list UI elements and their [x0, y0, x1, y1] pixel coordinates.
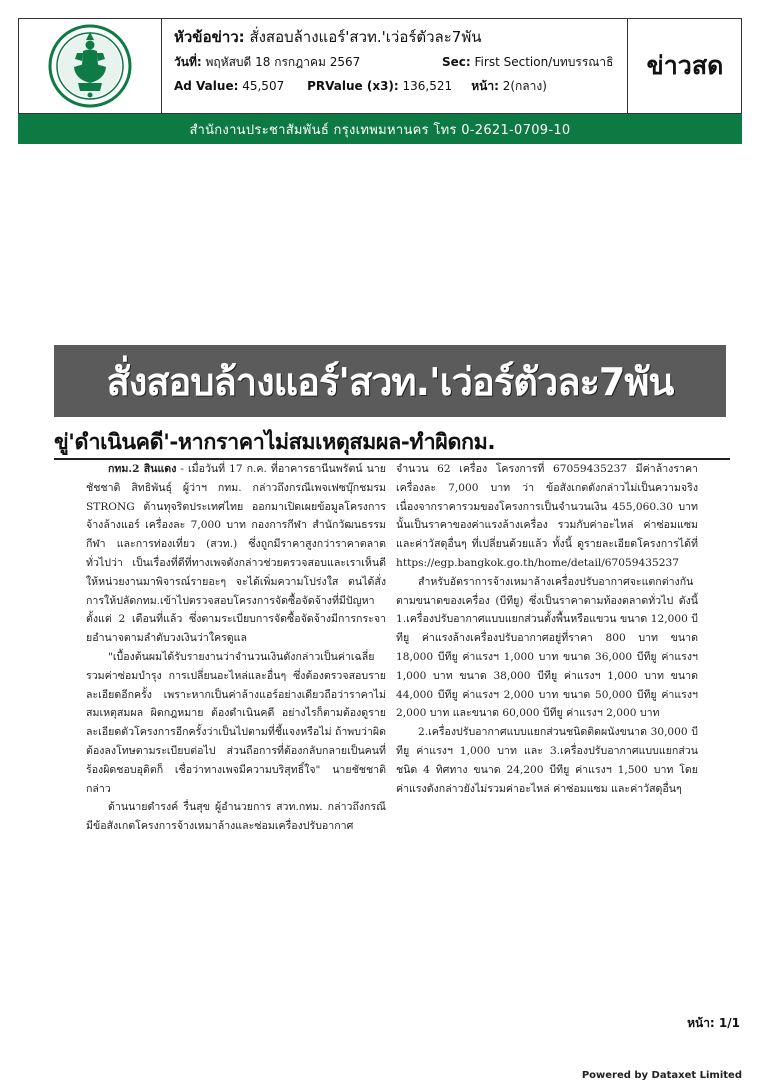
article-paragraph: [86, 460, 386, 648]
section-label: Sec:: [442, 55, 471, 69]
category-cell: [627, 19, 742, 113]
pr-value-label: PRValue (x3):: [307, 79, 399, 93]
logo-cell: [19, 19, 162, 113]
article-paragraph: ด้านนายดำรงค์ รื่นสุข ผู้อำนวยการ สวท.กทม. กล่าวถึงกรณีมีข้อสังเกตโครงการจ้างเหมาล้างและซ่อมเครื่องปรับอากาศ: [86, 801, 386, 833]
title-row: [174, 27, 617, 47]
subheadline: ขู่'ดำเนินคดี'-หากราคาไม่สมเหตุสมผล-ทำผิดกม.: [54, 430, 496, 455]
news-clip-header: [18, 18, 742, 114]
powered-by: Powered by Dataxet Limited: [581, 1070, 742, 1081]
paragraph-text: - เมื่อวันที่ 17 ก.ค. ที่อาคารธานีนพรัตน์ นายชัชชาติ สิทธิพันธุ์ ผู้ว่าฯ กทม. กล่าวถึงกรณีเพจเฟซบุ๊กชมรม STRONG ต้านทุจริตประเทศไทย ออกมาเปิดเผยข้อมูลโครงการจ้างล้างแอร์ เครื่องละ 7,000 บาท กองการกีฬา สำนักวัฒนธรรม กีฬา และการท่องเที่ยว (สวท.) ซึ่งถูกมีราคาสูงกว่าราคาตลาดทั่วไปว่า เป็นเรื่องที่ดีที่ทางเพจดังกล่าวช่วยตรวจสอบและเราเห็นดีให้หน่วยงานมาพิจารณ์รายอะๆ จะได้เพิ่มความโปร่งใส ตนได้สั่งการให้ปลัดกทม.เข้าไปตรวจสอบโครงการจัดซื้อจัดจ้างที่มีปัญหาตั้งแต่ 2 เดือนที่แล้ว ซึ่งตามระเบียบการจัดซื้อจัดจ้างมีการกระจายอำนาจตามลำดับวงเงินว่าใครดูแล: [86, 463, 386, 645]
date-value: พฤหัสบดี 18 กรกฎาคม 2567: [205, 55, 361, 69]
pr-value: 136,521: [402, 79, 453, 93]
byline: กทม.2 สินแดง: [108, 463, 177, 475]
value-row: [174, 77, 617, 95]
date-label: วันที่:: [174, 55, 202, 69]
article-column-2: [396, 460, 698, 798]
date-row: [174, 53, 617, 71]
section-info: [442, 53, 613, 71]
clip-info: [162, 19, 627, 113]
ad-value-label: Ad Value:: [174, 79, 239, 93]
title-value: สั่งสอบล้างแอร์'สวท.'เว่อร์ตัวละ7พัน: [249, 28, 482, 46]
section-value: First Section/บทบรรณาธิ: [474, 55, 614, 69]
page-label: หน้า:: [471, 79, 499, 93]
bangkok-emblem-icon: [47, 23, 133, 109]
headline-banner: [54, 345, 726, 417]
article-paragraph: สำหรับอัตราการจ้างเหมาล้างเครื่องปรับอากาศจะแตกต่างกันตามขนาดของเครื่อง (บีทียู) ซึ่งเป็นราคาตามท้องตลาดทั่วไป ดังนี้ 1.เครื่องปรับอากาศแบบแยกส่วนตั้งพื้นหรือแขวน ขนาด 12,000 บีทียู ค่าแรงล้างเครื่องปรับอากาศอยู่ที่ราคา 800 บาท ขนาด 18,000 บีทียู ค่าแรงฯ 1,000 บาท ขนาด 36,000 บีทียู ค่าแรงฯ 1,000 บาท ขนาด 38,000 บีทียู ค่าแรงฯ 1,000 บาท ขนาด 44,000 บีทียู ค่าแรงฯ 2,000 บาท ขนาด 50,000 บีทียู ค่าแรงฯ 2,000 บาท และขนาด 60,000 บีทียู ค่าแรงฯ 2,000 บาท: [396, 575, 698, 720]
title-label: หัวข้อข่าว:: [174, 28, 245, 46]
article-paragraph: "เบื้องต้นผมได้รับรายงานว่าจำนวนเงินดังกล่าวเป็นค่าเฉลี่ยรวมค่าซ่อมบำรุง การเปลี่ยนอะไหล่และอื่นๆ ซึ่งต้องตรวจสอบรายละเอียดอีกครั้ง เพราะหากเป็นค่าล้างแอร์อย่างเดียวถือว่าราคาไม่สมเหตุสมผล ผิดกฎหมาย ต้องดำเนินคดี อย่างไรก็ตามต้องดูรายละเอียดตัวโครงการอีกครั้งว่าเป็นไปตามที่ชี้แจงหรือไม่ ถ้าพบว่าผิดต้องลงโทษตามระเบียบต่อไป ส่วนถือการที่ต้องกลับกลายเป็นคนที่ร้องผิดชอบอุดิตก็ เชื่อว่าทางเพจมีความบริสุทธิ์ใจ" นายชัชชาติกล่าว: [86, 650, 386, 795]
article-paragraph: จำนวน 62 เครื่อง โครงการที่ 67059435237 มีค่าล้างราคาเครื่องละ 7,000 บาท ว่า ข้อสังเกตดังกล่าวไม่เป็นความจริง เนื่องจากราคารวมของโครงการเป็นจำนวนเงิน 455,060.30 บาทนั้นเป็นราคาของค่าแรงล้างเครื่อง รวมกับค่าอะไหล่ ค่าซ่อมแซมและค่าวัสดุอื่นๆ ที่เปลี่ยนด้วยแล้ว ทั้งนี้ ดูรายละเอียดโครงการได้ที่ https://egp.bangkok.go.th/home/detail/67059435237: [396, 463, 698, 569]
page-counter: หน้า: 1/1: [687, 1016, 740, 1030]
category-label: ข่าวสด: [646, 51, 724, 80]
article-column-1: [86, 460, 386, 836]
agency-contact-bar: สำนักงานประชาสัมพันธ์ กรุงเทพมหานคร โทร 0-2621-0709-10: [18, 114, 742, 144]
ad-value: 45,507: [242, 79, 285, 93]
headline: สั่งสอบล้างแอร์'สวท.'เว่อร์ตัวละ7พัน: [106, 359, 674, 404]
article-paragraph: 2.เครื่องปรับอากาศแบบแยกส่วนชนิดติดผนังขนาด 30,000 บีทียู ค่าแรงฯ 1,000 บาท และ 3.เครื่องปรับอากาศแบบแยกส่วนชนิด 4 ทิศทาง ขนาด 24,200 บีทียู ค่าแรงฯ 1,500 บาท โดยค่าแรงดังกล่าวยังไม่รวมค่าอะไหล่ ค่าซ่อมแซม และค่าวัสดุอื่นๆ: [396, 726, 698, 795]
page-value: 2(กลาง): [502, 79, 547, 93]
